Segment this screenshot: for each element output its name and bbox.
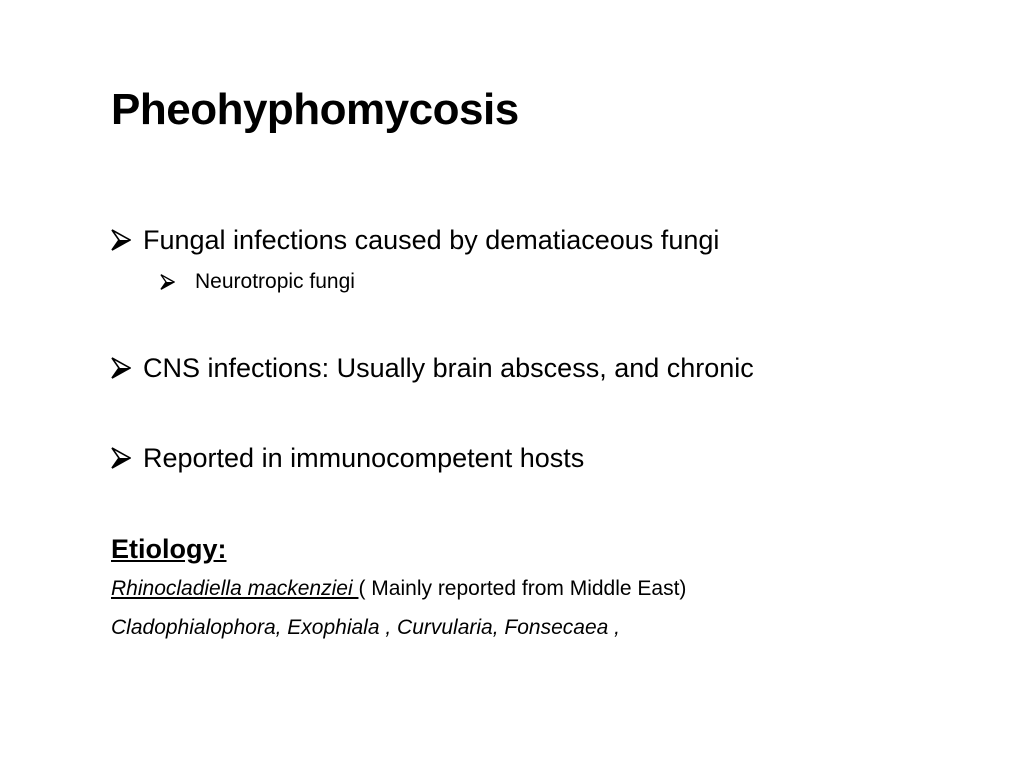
bullet-text: Fungal infections caused by dematiaceous fungi <box>143 225 720 255</box>
bullet-text: CNS infections: Usually brain abscess, and chronic <box>143 353 754 383</box>
arrowhead-bullet-icon <box>111 357 131 379</box>
arrowhead-bullet-icon <box>111 447 131 469</box>
etiology-heading: Etiology: <box>111 534 227 564</box>
species-name: Rhinocladiella mackenziei <box>111 577 359 600</box>
bullet-item <box>111 441 584 475</box>
etiology-line-2: Cladophialophora, Exophiala , Curvularia, Fonsecaea , <box>111 616 620 639</box>
arrowhead-bullet-icon <box>111 229 131 251</box>
sub-bullet-item <box>160 268 355 296</box>
species-note: ( Mainly reported from Middle East) <box>358 577 687 600</box>
arrowhead-bullet-icon <box>160 274 175 290</box>
bullet-item <box>111 223 719 257</box>
bullet-text: Reported in immunocompetent hosts <box>143 443 585 473</box>
etiology-line-1 <box>111 575 686 603</box>
sub-bullet-text: Neurotropic fungi <box>195 270 355 293</box>
bullet-item <box>111 351 754 385</box>
slide-title: Pheohyphomycosis <box>111 85 519 134</box>
